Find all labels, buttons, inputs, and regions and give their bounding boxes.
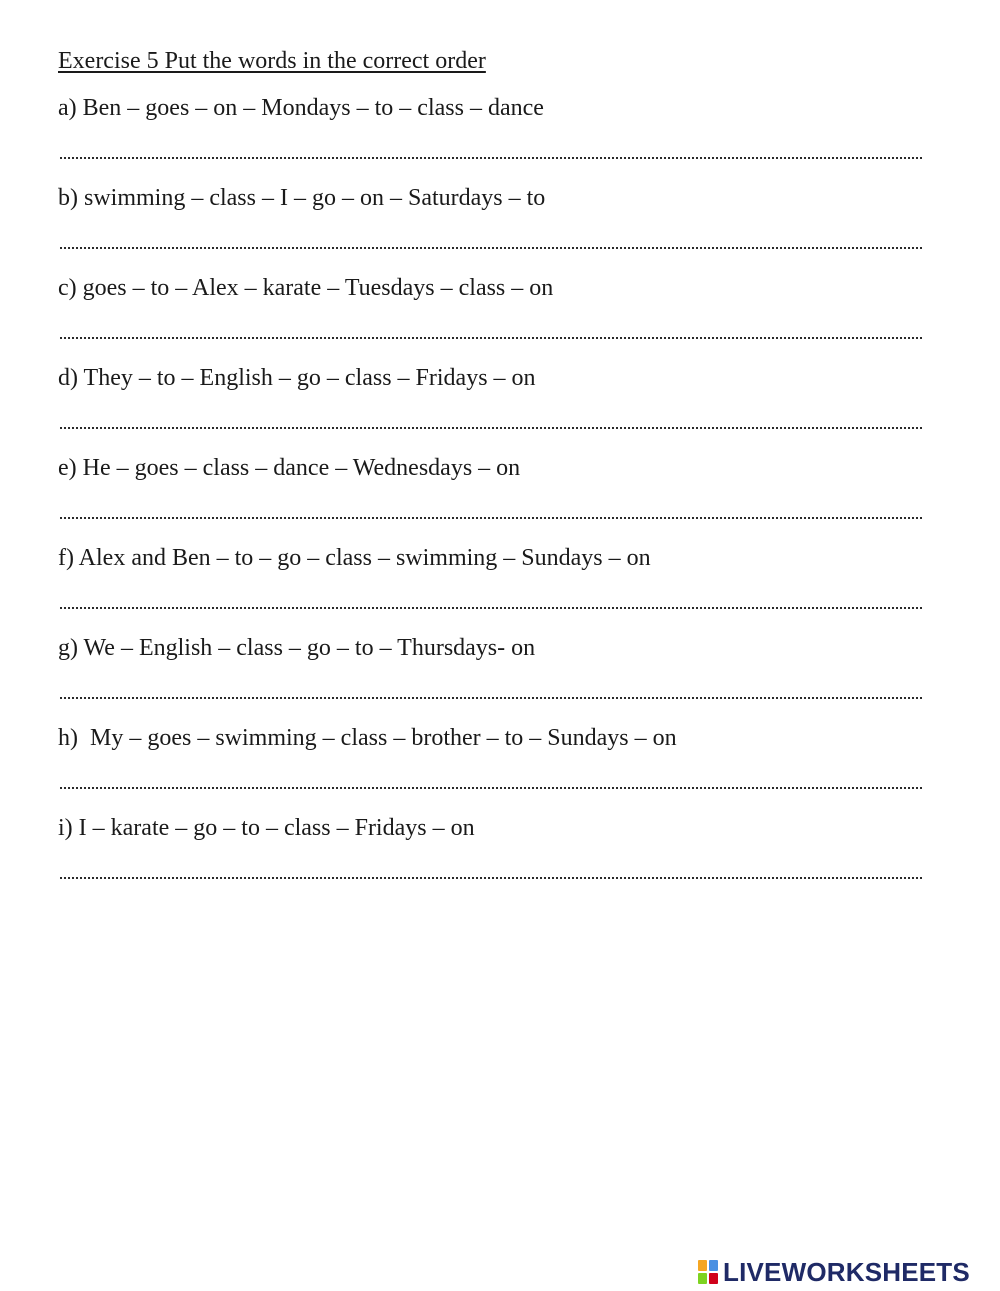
exercise-item-a [58,93,928,183]
answer-line[interactable] [60,857,922,879]
exercise-item-h [58,723,928,813]
prompt-text: h) My – goes – swimming – class – brother – to – Sundays – on [58,725,677,751]
prompt-text: i) I – karate – go – to – class – Fridays – on [58,815,475,841]
logo-square [698,1260,707,1271]
answer-line[interactable] [60,317,922,339]
prompt-text: d) They – to – English – go – class – Fridays – on [58,365,536,391]
prompt-text: c) goes – to – Alex – karate – Tuesdays – class – on [58,275,554,301]
answer-line[interactable] [60,407,922,429]
brand-name: LIVEWORKSHEETS [723,1256,970,1287]
logo-square [698,1273,707,1284]
logo-square [709,1273,718,1284]
exercise-title: Exercise 5 Put the words in the correct order [58,48,486,74]
exercise-item-g [58,633,928,723]
exercise-item-b [58,183,928,273]
exercise-item-c [58,273,928,363]
logo-square [709,1260,718,1271]
logo-squares-icon [698,1260,718,1284]
answer-line[interactable] [60,677,922,699]
liveworksheets-logo [698,1258,970,1286]
prompt-text: f) Alex and Ben – to – go – class – swimming – Sundays – on [58,545,651,571]
exercise-item-d [58,363,928,453]
prompt-text: g) We – English – class – go – to – Thursdays- on [58,635,536,661]
answer-line[interactable] [60,497,922,519]
prompt-text: e) He – goes – class – dance – Wednesdays – on [58,455,521,481]
prompt-text: a) Ben – goes – on – Mondays – to – class – dance [58,95,544,121]
answer-line[interactable] [60,767,922,789]
prompt-text: b) swimming – class – I – go – on – Saturdays – to [58,185,546,211]
answer-line[interactable] [60,587,922,609]
answer-line[interactable] [60,227,922,249]
answer-line[interactable] [60,137,922,159]
exercise-item-i [58,813,928,903]
exercise-item-f [58,543,928,633]
exercise-item-e [58,453,928,543]
